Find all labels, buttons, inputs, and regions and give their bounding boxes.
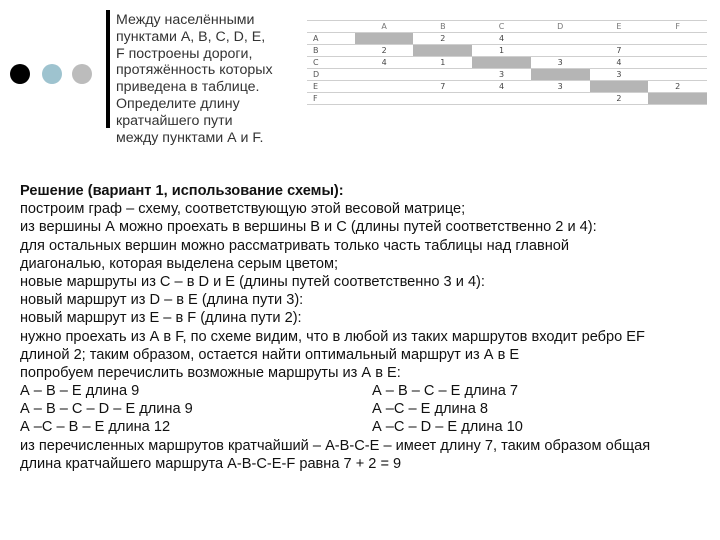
route-item: А –С – Е длина 8 bbox=[372, 401, 488, 418]
matrix-row-label: B bbox=[307, 45, 355, 57]
matrix-cell: 3 bbox=[531, 81, 590, 93]
matrix-cell bbox=[413, 69, 472, 81]
conclusion-line: длина кратчайшего маршрута А-В-С-Е-F равна 7 + 2 = 9 bbox=[20, 455, 402, 472]
task-line: пунктами А, В, С, D, Е, bbox=[116, 28, 266, 45]
matrix-cell: 7 bbox=[590, 45, 649, 57]
task-line: между пунктами А и F. bbox=[116, 129, 264, 146]
matrix-cell: 2 bbox=[413, 33, 472, 45]
route-row bbox=[20, 382, 720, 400]
matrix-cell bbox=[648, 33, 707, 45]
matrix-row bbox=[307, 81, 707, 93]
route-row bbox=[20, 400, 720, 418]
solution-line: новые маршруты из С – в D и Е (длины путей соответственно 3 и 4): bbox=[20, 273, 485, 290]
bullet-dot-black bbox=[10, 64, 30, 84]
bullet-dot-gray bbox=[72, 64, 92, 84]
matrix-cell bbox=[413, 45, 472, 57]
route-item: А –С – D – Е длина 10 bbox=[372, 419, 523, 436]
matrix-row-label: A bbox=[307, 33, 355, 45]
matrix-cell: 2 bbox=[590, 93, 649, 105]
matrix-cell: 2 bbox=[355, 45, 414, 57]
task-line: Определите длину bbox=[116, 95, 240, 112]
matrix-header-cell: C bbox=[472, 21, 531, 33]
matrix-cell bbox=[531, 33, 590, 45]
matrix-header-cell: B bbox=[413, 21, 472, 33]
matrix-cell: 1 bbox=[472, 45, 531, 57]
matrix-cell: 4 bbox=[472, 33, 531, 45]
matrix-cell bbox=[648, 45, 707, 57]
matrix-cell bbox=[590, 33, 649, 45]
matrix-row bbox=[307, 69, 707, 81]
task-line: F построены дороги, bbox=[116, 45, 253, 62]
matrix-cell bbox=[355, 33, 414, 45]
matrix-row bbox=[307, 33, 707, 45]
matrix-header-cell: E bbox=[590, 21, 649, 33]
conclusion-line: из перечисленных маршрутов кратчайший – А-В-С-Е – имеет длину 7, таким образом общая bbox=[20, 437, 651, 454]
matrix-cell bbox=[531, 69, 590, 81]
matrix-cell: 4 bbox=[472, 81, 531, 93]
matrix-header-cell: D bbox=[531, 21, 590, 33]
solution-title: Решение (вариант 1, использование схемы): bbox=[20, 183, 344, 199]
matrix-header-cell: F bbox=[648, 21, 707, 33]
matrix-cell bbox=[648, 57, 707, 69]
matrix-cell bbox=[531, 45, 590, 57]
matrix-header-cell bbox=[307, 21, 355, 33]
matrix-cell: 3 bbox=[590, 69, 649, 81]
solution-line: для остальных вершин можно рассматривать только часть таблицы над главной bbox=[20, 237, 570, 254]
matrix-row bbox=[307, 93, 707, 105]
solution-line: диагональю, которая выделена серым цветом; bbox=[20, 255, 339, 272]
task-line: Между населёнными bbox=[116, 12, 255, 28]
task-line: кратчайшего пути bbox=[116, 112, 233, 129]
matrix-cell: 7 bbox=[413, 81, 472, 93]
task-line: приведена в таблице. bbox=[116, 79, 260, 96]
bullet-dot-blue bbox=[42, 64, 62, 84]
matrix-cell bbox=[590, 81, 649, 93]
matrix-cell: 1 bbox=[413, 57, 472, 69]
matrix-cell bbox=[355, 81, 414, 93]
matrix-cell bbox=[413, 93, 472, 105]
solution-line: длиной 2; таким образом, остается найти оптимальный маршрут из А в Е bbox=[20, 346, 520, 363]
solution-line: построим граф – схему, соответствующую этой весовой матрице; bbox=[20, 201, 466, 218]
route-row bbox=[20, 418, 720, 436]
solution-line: нужно проехать из А в F, по схеме видим, что в любой из таких маршрутов входит ребро EF bbox=[20, 328, 645, 345]
solution-line: новый маршрут из D – в Е (длина пути 3): bbox=[20, 292, 304, 309]
matrix-cell: 4 bbox=[355, 57, 414, 69]
matrix-row-label: E bbox=[307, 81, 355, 93]
matrix-cell: 4 bbox=[590, 57, 649, 69]
matrix-row bbox=[307, 57, 707, 69]
matrix-cell bbox=[472, 57, 531, 69]
route-item: А – В – С – Е длина 7 bbox=[372, 383, 519, 400]
solution-line: новый маршрут из Е – в F (длина пути 2): bbox=[20, 310, 302, 327]
matrix-cell: 3 bbox=[531, 57, 590, 69]
task-statement bbox=[116, 12, 302, 146]
route-item: А – В – С – D – Е длина 9 bbox=[20, 401, 193, 418]
solution-text bbox=[20, 182, 720, 473]
matrix-header-row bbox=[307, 21, 707, 33]
matrix-row-label: D bbox=[307, 69, 355, 81]
vertical-divider bbox=[106, 10, 110, 128]
matrix-row-label: F bbox=[307, 93, 355, 105]
matrix-row-label: C bbox=[307, 57, 355, 69]
matrix-cell bbox=[355, 93, 414, 105]
route-item: А –С – В – Е длина 12 bbox=[20, 419, 171, 436]
matrix-cell bbox=[531, 93, 590, 105]
matrix-cell: 3 bbox=[472, 69, 531, 81]
solution-line: попробуем перечислить возможные маршруты из А в Е: bbox=[20, 364, 401, 381]
distance-matrix bbox=[307, 20, 707, 105]
matrix-header-cell: A bbox=[355, 21, 414, 33]
task-line: протяжённость которых bbox=[116, 62, 273, 79]
matrix-cell bbox=[648, 69, 707, 81]
matrix-cell bbox=[472, 93, 531, 105]
matrix-cell: 2 bbox=[648, 81, 707, 93]
matrix-cell bbox=[355, 69, 414, 81]
solution-line: из вершины А можно проехать в вершины В и С (длины путей соответственно 2 и 4): bbox=[20, 219, 597, 236]
matrix-cell bbox=[648, 93, 707, 105]
matrix-row bbox=[307, 45, 707, 57]
route-item: А – В – Е длина 9 bbox=[20, 383, 140, 400]
